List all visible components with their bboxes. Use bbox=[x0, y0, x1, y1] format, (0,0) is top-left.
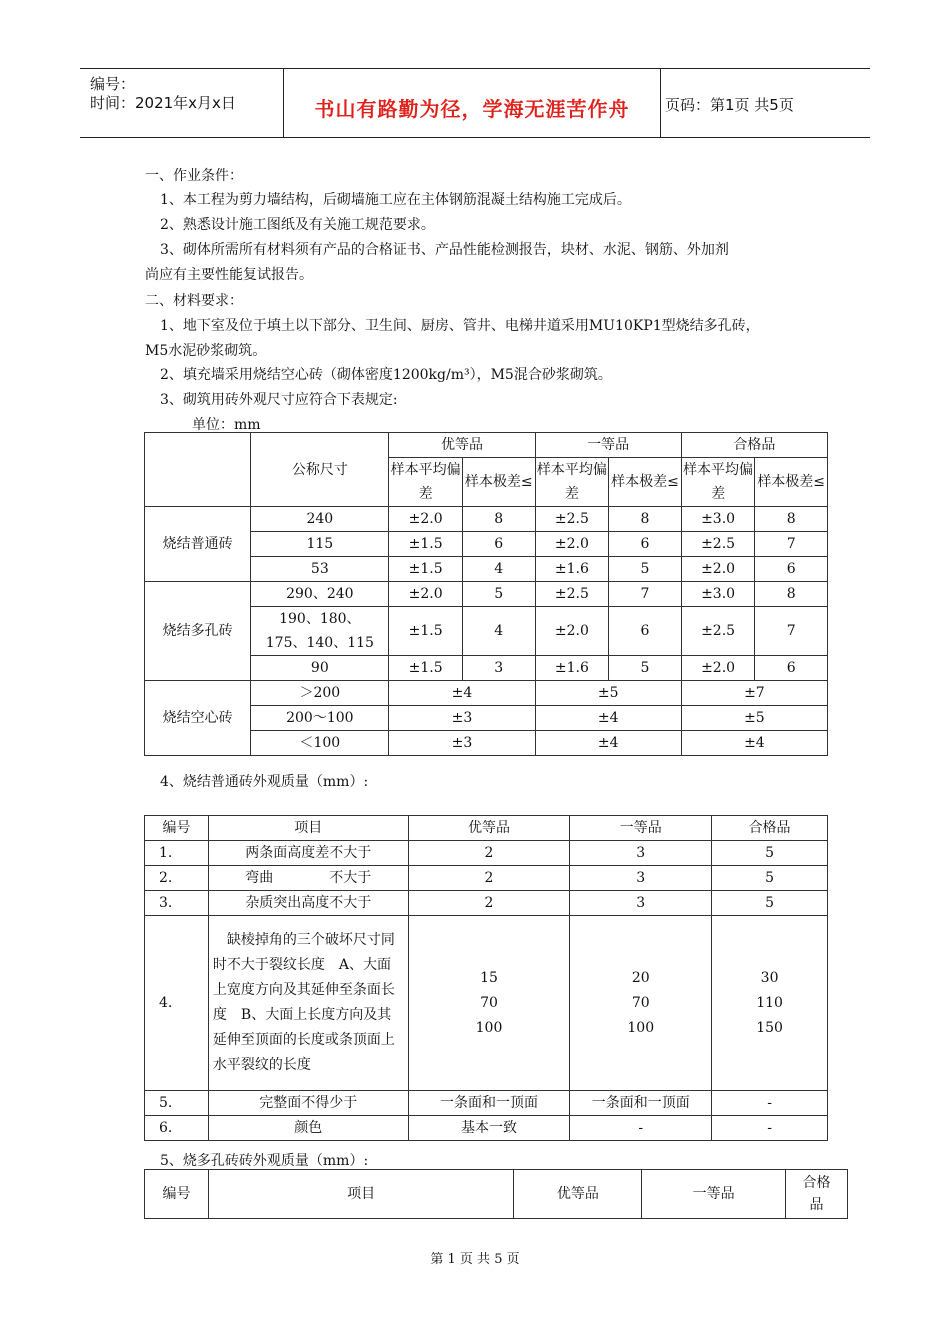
table-row bbox=[145, 507, 828, 532]
paragraph: 尚应有主要性能复试报告。 bbox=[145, 267, 313, 283]
table-row bbox=[145, 816, 828, 841]
table-cell: 一条面和一顶面 bbox=[408, 1091, 570, 1116]
table-cell: 190、180、175、140、115 bbox=[251, 607, 389, 656]
table-cell: ±2.5 bbox=[535, 507, 609, 532]
section-2-heading: 二、材料要求： bbox=[145, 293, 243, 309]
table-cell: 6 bbox=[609, 532, 682, 557]
cell-value: 150 bbox=[756, 1019, 783, 1036]
cell-value: 100 bbox=[475, 1019, 503, 1036]
table-cell: ±3.0 bbox=[681, 507, 755, 532]
table-cell: 颜色 bbox=[208, 1116, 408, 1141]
table-cell: 5 bbox=[712, 866, 828, 891]
table-cell: 7 bbox=[755, 607, 828, 656]
table-cell: ±2.5 bbox=[681, 532, 755, 557]
table-row bbox=[145, 1091, 828, 1116]
table-cell: ±4 bbox=[681, 731, 827, 756]
column-header: 一等品 bbox=[535, 433, 681, 458]
cell-value: 20 bbox=[631, 969, 650, 986]
table-cell: ±4 bbox=[535, 731, 681, 756]
table-cell: 6 bbox=[462, 532, 535, 557]
table-cell: 6 bbox=[609, 607, 682, 656]
column-header: 样本平均偏差 bbox=[681, 458, 755, 507]
table-row bbox=[145, 1116, 828, 1141]
row-group-label: 烧结空心砖 bbox=[145, 681, 251, 756]
column-header: 优等品 bbox=[389, 433, 535, 458]
table-cell: 3 bbox=[570, 841, 712, 866]
column-header: 样本平均偏差 bbox=[389, 458, 463, 507]
table-cell: 4. bbox=[145, 916, 209, 1091]
column-header: 样本极差≤ bbox=[462, 458, 535, 507]
table-row bbox=[145, 433, 828, 458]
table-cell: ＜100 bbox=[251, 731, 389, 756]
table-cell: ±5 bbox=[681, 706, 827, 731]
cell-value: 30 bbox=[760, 969, 779, 986]
paragraph: 1、地下室及位于填土以下部分、卫生间、厨房、管井、电梯井道采用MU10KP1型烧结多孔砖， bbox=[160, 318, 760, 334]
table-cell: - bbox=[712, 1116, 828, 1141]
column-header: 一等品 bbox=[570, 816, 712, 841]
table-cell: 290、240 bbox=[251, 582, 389, 607]
table-cell: 缺棱掉角的三个破坏尺寸同时不大于裂纹长度 A、大面上宽度方向及其延伸至条面长度 B、大面上长度方向及其延伸至顶面的长度或条顶面上水平裂纹的长度 bbox=[208, 916, 408, 1091]
table-cell: ±2.0 bbox=[681, 656, 755, 681]
column-header: 公称尺寸 bbox=[251, 433, 389, 507]
table-cell: ±2.0 bbox=[389, 582, 463, 607]
perforated-brick-quality-table bbox=[144, 1169, 848, 1219]
table-cell: 7 bbox=[609, 582, 682, 607]
table-cell: 200～100 bbox=[251, 706, 389, 731]
table-cell: 5 bbox=[609, 656, 682, 681]
paragraph: M5水泥砂浆砌筑。 bbox=[145, 343, 267, 359]
table-cell: ±2.0 bbox=[535, 607, 609, 656]
table-cell: ±5 bbox=[535, 681, 681, 706]
page-footer: 第 1 页 共 5 页 bbox=[430, 1252, 520, 1267]
paragraph: 3、砌体所需所有材料须有产品的合格证书、产品性能检测报告，块材、水泥、钢筋、外加剂 bbox=[160, 242, 729, 258]
column-header: 样本极差≤ bbox=[755, 458, 828, 507]
table-cell: 两条面高度差不大于 bbox=[208, 841, 408, 866]
table-cell: 7 bbox=[755, 532, 828, 557]
header-page-info: 页码：第1页 共5页 bbox=[665, 96, 794, 114]
column-header: 优等品 bbox=[408, 816, 570, 841]
table-cell: ±4 bbox=[535, 706, 681, 731]
table-cell: ±2.5 bbox=[535, 582, 609, 607]
table-cell: 1. bbox=[145, 841, 209, 866]
table-corner-cell bbox=[145, 433, 251, 507]
table-cell: 8 bbox=[462, 507, 535, 532]
table-cell: 3 bbox=[570, 866, 712, 891]
header-page-cell bbox=[661, 69, 870, 137]
table-cell: ±3.0 bbox=[681, 582, 755, 607]
table-row bbox=[145, 841, 828, 866]
cell-value: 110 bbox=[756, 994, 783, 1011]
table-cell: ±1.6 bbox=[535, 656, 609, 681]
table-cell: ±3 bbox=[389, 706, 535, 731]
table-cell: 240 bbox=[251, 507, 389, 532]
table-cell: 115 bbox=[251, 532, 389, 557]
section-1-heading: 一、作业条件： bbox=[145, 168, 243, 184]
table-cell: 5 bbox=[462, 582, 535, 607]
table-cell: ±2.0 bbox=[535, 532, 609, 557]
column-header: 项目 bbox=[208, 1170, 514, 1219]
table-cell: ＞200 bbox=[251, 681, 389, 706]
table-row bbox=[145, 582, 828, 607]
column-header: 合格品 bbox=[786, 1170, 848, 1219]
table-cell: 6 bbox=[755, 656, 828, 681]
column-header: 样本极差≤ bbox=[609, 458, 682, 507]
table-cell: 5 bbox=[609, 557, 682, 582]
table-cell: 完整面不得少于 bbox=[208, 1091, 408, 1116]
page-header bbox=[80, 68, 870, 138]
cell-value: 15 bbox=[480, 969, 498, 986]
table-cell: ±2.0 bbox=[389, 507, 463, 532]
row-group-label: 烧结普通砖 bbox=[145, 507, 251, 582]
table-cell: ±1.6 bbox=[535, 557, 609, 582]
table-row bbox=[145, 681, 828, 706]
table-cell: 2. bbox=[145, 866, 209, 891]
table-cell: 3 bbox=[462, 656, 535, 681]
table-row bbox=[145, 891, 828, 916]
column-header: 编号 bbox=[145, 1170, 209, 1219]
column-header: 项目 bbox=[208, 816, 408, 841]
header-motto-cell bbox=[284, 69, 661, 137]
table-cell: 5 bbox=[712, 891, 828, 916]
table-cell: ±1.5 bbox=[389, 656, 463, 681]
appearance-quality-table bbox=[144, 815, 828, 1141]
cell-value: 70 bbox=[480, 994, 498, 1011]
table-row bbox=[145, 916, 828, 1091]
table-cell: 3. bbox=[145, 891, 209, 916]
table-cell: 5 bbox=[712, 841, 828, 866]
table-cell: 2 bbox=[408, 891, 570, 916]
column-header: 合格品 bbox=[712, 816, 828, 841]
header-motto: 书山有路勤为径，学海无涯苦作舟 bbox=[314, 97, 630, 121]
column-header: 合格品 bbox=[681, 433, 827, 458]
table-cell: - bbox=[712, 1091, 828, 1116]
column-header: 优等品 bbox=[514, 1170, 642, 1219]
table-cell: 基本一致 bbox=[408, 1116, 570, 1141]
table-cell: 4 bbox=[462, 557, 535, 582]
cell-value: 100 bbox=[627, 1019, 655, 1036]
table-cell: 4 bbox=[462, 607, 535, 656]
table-cell: ±1.5 bbox=[389, 607, 463, 656]
table-cell: 8 bbox=[755, 582, 828, 607]
row-group-label: 烧结多孔砖 bbox=[145, 582, 251, 681]
table-cell: ±1.5 bbox=[389, 532, 463, 557]
table-cell: 5. bbox=[145, 1091, 209, 1116]
table-cell: - bbox=[570, 1116, 712, 1141]
column-header: 一等品 bbox=[642, 1170, 786, 1219]
section-5-title: 5、烧多孔砖砖外观质量（mm）: bbox=[160, 1153, 369, 1169]
column-header: 样本平均偏差 bbox=[535, 458, 609, 507]
table-row bbox=[145, 866, 828, 891]
table-cell bbox=[712, 916, 828, 1091]
paragraph: 2、填充墙采用烧结空心砖（砌体密度1200kg/m³），M5混合砂浆砌筑。 bbox=[160, 367, 612, 383]
table-cell: 3 bbox=[570, 891, 712, 916]
cell-value: 70 bbox=[631, 994, 650, 1011]
table-cell: ±2.0 bbox=[681, 557, 755, 582]
table-cell bbox=[408, 916, 570, 1091]
table-cell: 6. bbox=[145, 1116, 209, 1141]
table-cell: ±7 bbox=[681, 681, 827, 706]
column-header: 编号 bbox=[145, 816, 209, 841]
table-cell: 弯曲 不大于 bbox=[208, 866, 408, 891]
paragraph: 2、熟悉设计施工图纸及有关施工规范要求。 bbox=[160, 217, 435, 233]
table-cell: 8 bbox=[609, 507, 682, 532]
table-row bbox=[145, 1170, 848, 1219]
table-cell: 杂质突出高度不大于 bbox=[208, 891, 408, 916]
table-cell: 一条面和一顶面 bbox=[570, 1091, 712, 1116]
table-cell: 53 bbox=[251, 557, 389, 582]
paragraph: 1、本工程为剪力墙结构，后砌墙施工应在主体钢筋混凝土结构施工完成后。 bbox=[160, 192, 631, 208]
table-cell bbox=[570, 916, 712, 1091]
table-cell: 6 bbox=[755, 557, 828, 582]
section-4-title: 4、烧结普通砖外观质量（mm）: bbox=[160, 774, 369, 790]
document-date-label: 时间：2021年x月x日 bbox=[90, 94, 236, 112]
paragraph: 3、砌筑用砖外观尺寸应符合下表规定: bbox=[160, 392, 398, 408]
table-cell: 2 bbox=[408, 866, 570, 891]
table-cell: ±3 bbox=[389, 731, 535, 756]
brick-dimension-table bbox=[144, 432, 828, 756]
table-cell: ±1.5 bbox=[389, 557, 463, 582]
document-number-label: 编号： bbox=[90, 75, 136, 93]
table-cell: 90 bbox=[251, 656, 389, 681]
header-meta-cell bbox=[80, 69, 284, 137]
table-cell: 2 bbox=[408, 841, 570, 866]
table-cell: ±2.5 bbox=[681, 607, 755, 656]
table-cell: 8 bbox=[755, 507, 828, 532]
table-cell: ±4 bbox=[389, 681, 535, 706]
unit-label: 单位：mm bbox=[192, 417, 261, 433]
